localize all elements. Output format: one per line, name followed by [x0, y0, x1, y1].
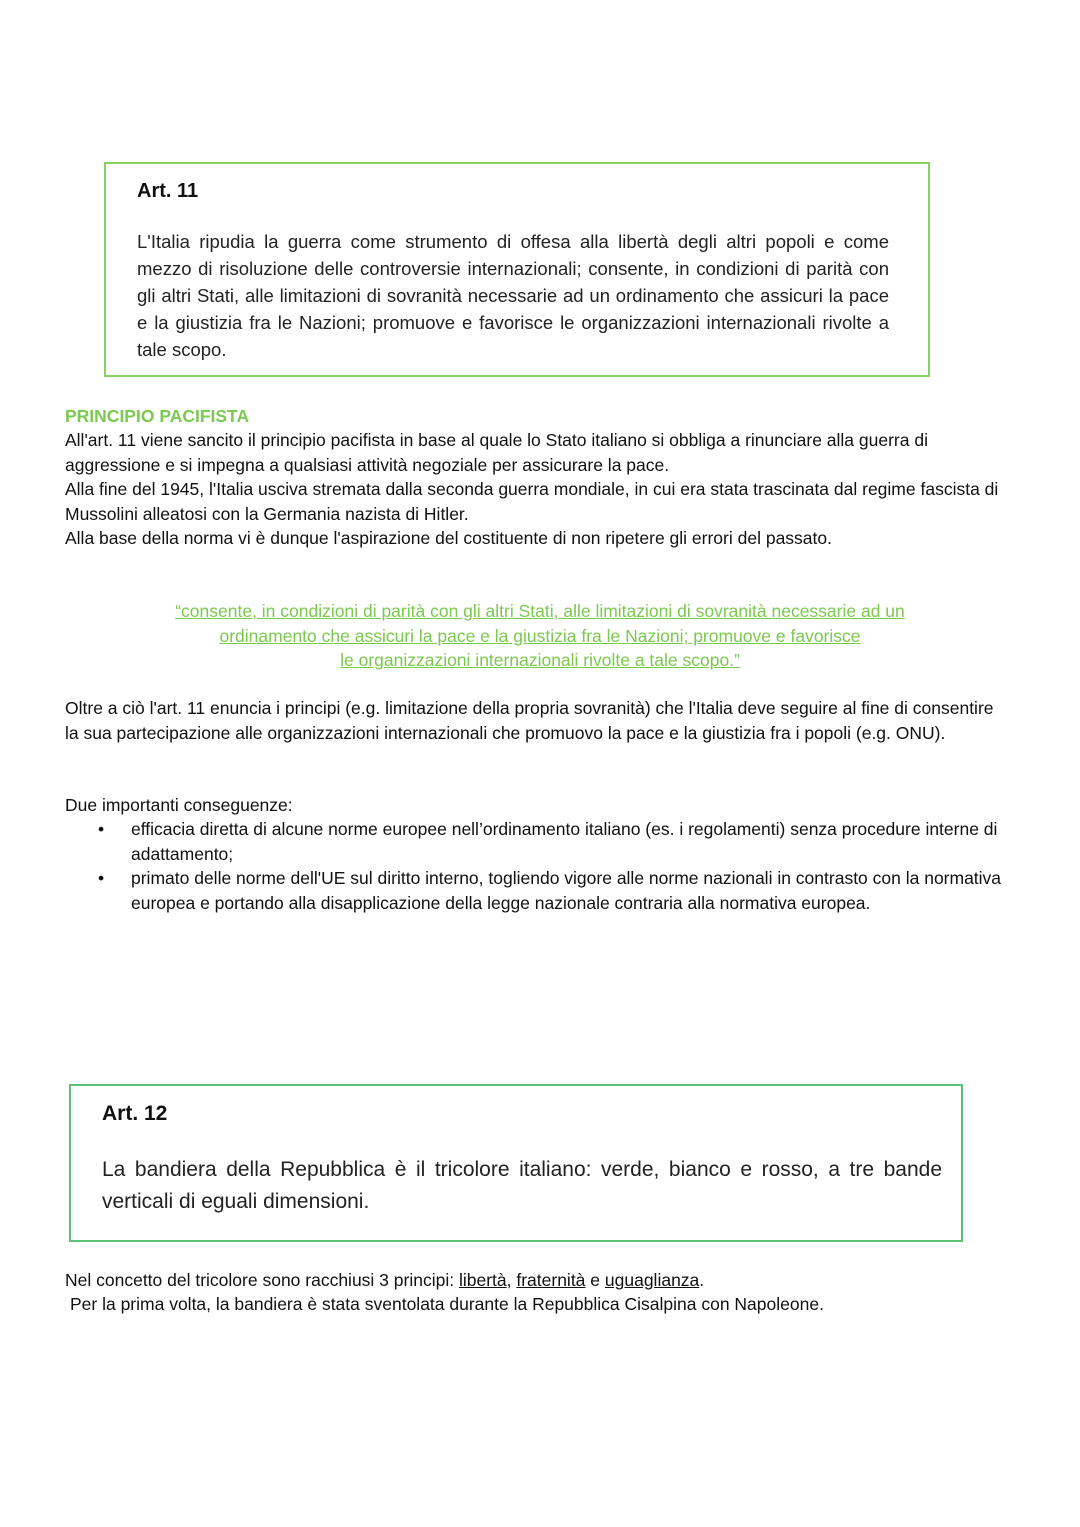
- principle-uguaglianza: uguaglianza: [604, 1270, 700, 1290]
- separator: .: [699, 1270, 705, 1290]
- tricolore-paragraph: [65, 1268, 1010, 1293]
- art-12-title: Art. 12: [102, 1102, 168, 1125]
- art-12-body: La bandiera della Repubblica è il tricolore italiano: verde, bianco e rosso, a tre bande verticali di eguali dimensioni.: [102, 1158, 942, 1213]
- art-11-body: L'Italia ripudia la guerra come strumento di offesa alla libertà degli altri popoli e come mezzo di risoluzione delle controversie internazionali; consente, in condizioni di parità con gli altri Stati, alle limitazioni di sovranità necessarie ad un ordinamento che assicuri la pace e la giustizia fra le Nazioni; promuove e favorisce le organizzazioni internazionali rivolte a tale scopo.: [137, 231, 889, 360]
- quote-line-3: le organizzazioni internazionali rivolte a tale scopo.”: [340, 650, 740, 670]
- bullet-icon: •: [98, 868, 105, 888]
- tricolore-prefix: Nel concetto del tricolore sono racchiusi 3 principi:: [65, 1270, 459, 1290]
- art-12-box: [69, 1084, 963, 1242]
- list-item: [65, 866, 1010, 915]
- tricolore-line-2: Per la prima volta, la bandiera è stata sventolata durante la Repubblica Cisalpina con Napoleone.: [70, 1294, 824, 1314]
- principio-heading: PRINCIPIO PACIFISTA: [65, 406, 250, 426]
- list-item: [65, 817, 1010, 866]
- principio-paragraph-1: All'art. 11 viene sancito il principio pacifista in base al quale lo Stato italiano si obbliga a rinunciare alla guerra di aggressione e si impegna a qualsiasi attività negoziale per assicurare la pace.: [65, 430, 928, 475]
- oltre-paragraph: Oltre a ciò l'art. 11 enuncia i principi (e.g. limitazione della propria sovranità) che l'Italia deve seguire al fine di consentire la sua partecipazione alle organizzazioni internazionali che promuovo la pace e la giustizia fra i popoli (e.g. ONU).: [65, 698, 994, 743]
- separator: ,: [506, 1270, 517, 1290]
- quote-line-2: ordinamento che assicuri la pace e la giustizia fra le Nazioni; promuove e favorisce: [219, 625, 861, 646]
- separator: e: [585, 1270, 605, 1290]
- art-11-box: [104, 162, 930, 377]
- conseguenze-list: [65, 817, 1010, 915]
- principle-liberta: libertà: [458, 1270, 507, 1290]
- quote-block: [120, 599, 960, 673]
- conseguenze-intro: Due importanti conseguenze:: [65, 795, 293, 815]
- quote-line-1: “consente, in condizioni di parità con gli altri Stati, alle limitazioni di sovranità necessarie ad un: [175, 601, 905, 621]
- bullet-icon: •: [98, 819, 105, 839]
- principio-paragraph-2: Alla fine del 1945, l'Italia usciva stremata dalla seconda guerra mondiale, in cui era stata trascinata dal regime fascista di Mussolini alleatosi con la Germania nazista di Hitler.: [65, 479, 999, 524]
- principle-fraternita: fraternità: [516, 1270, 586, 1290]
- list-item-text: efficacia diretta di alcune norme europee nell’ordinamento italiano (es. i regolamenti) senza procedure interne di adattamento;: [131, 819, 998, 864]
- principio-paragraph-3: Alla base della norma vi è dunque l'aspirazione del costituente di non ripetere gli errori del passato.: [65, 528, 832, 548]
- art-11-title: Art. 11: [137, 180, 199, 202]
- list-item-text: primato delle norme dell'UE sul diritto interno, togliendo vigore alle norme nazionali in contrasto con la normativa europea e portando alla disapplicazione della legge nazionale contraria alla normativa europea.: [131, 868, 1002, 913]
